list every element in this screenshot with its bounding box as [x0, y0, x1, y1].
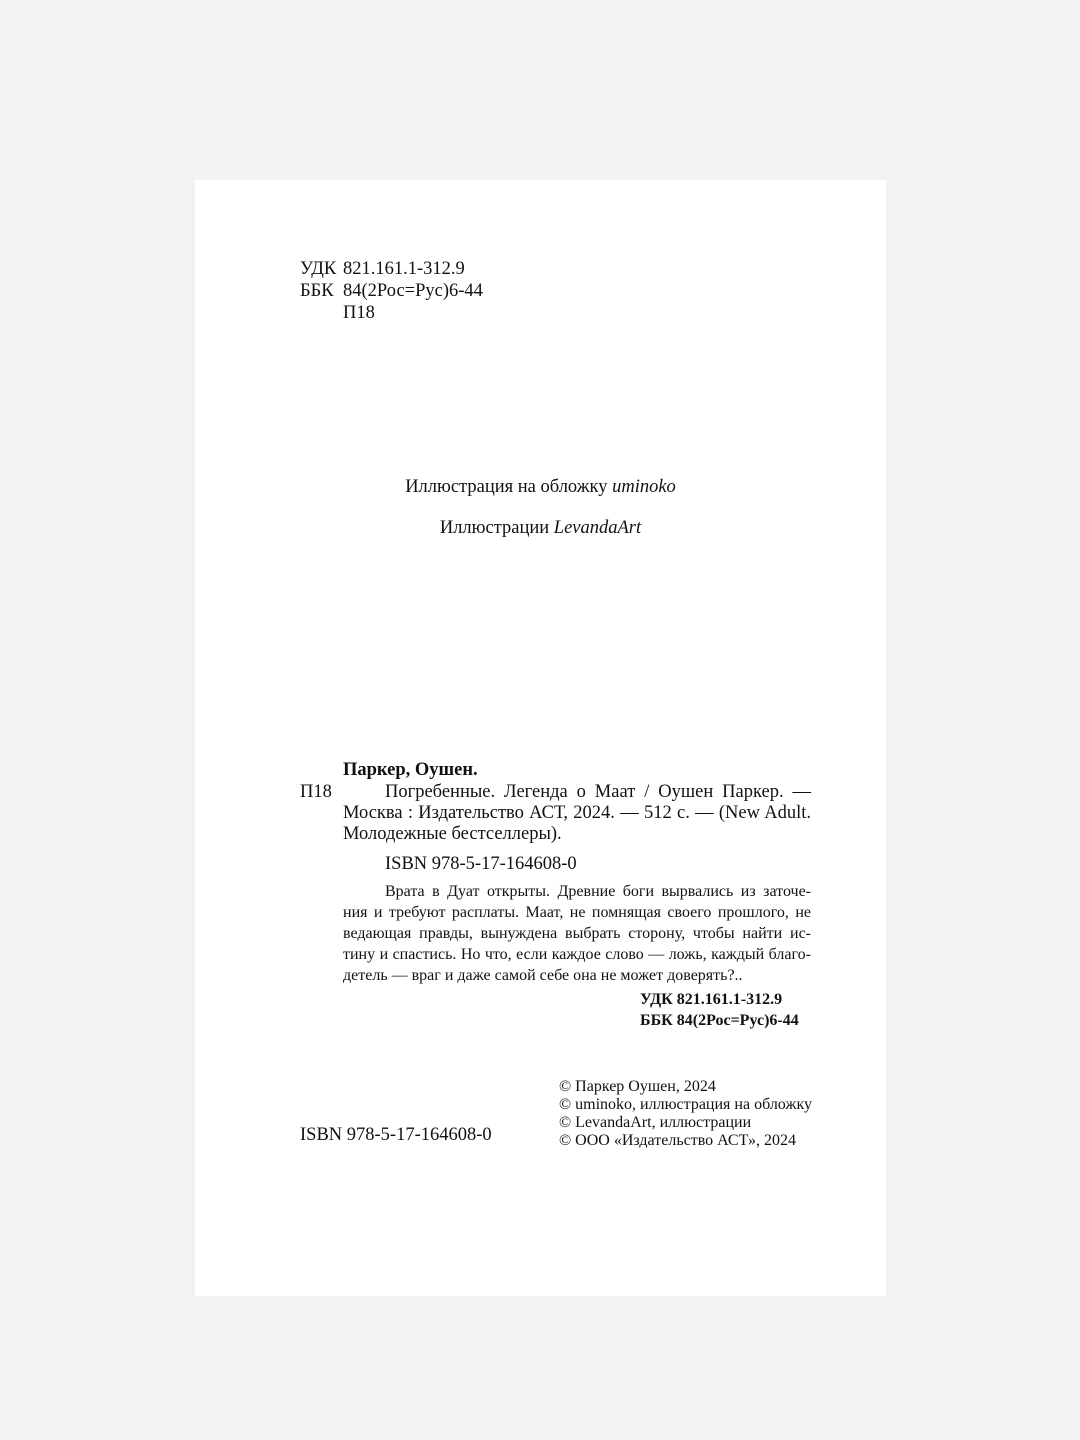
- description-line-2: Москва : Издательство АСТ, 2024. — 512 с. — (New Adult.: [343, 803, 811, 823]
- author-sign-top: [343, 302, 375, 324]
- author-sign-value: П18: [343, 303, 375, 323]
- annotation-line-3: ведающая правды, вынуждена выбрать сторону, чтобы найти ис-: [343, 925, 811, 942]
- cover-credit: [195, 476, 886, 498]
- illustrations-artist: LevandaArt: [553, 518, 642, 538]
- copyright-4: © ООО «Издательство АСТ», 2024: [559, 1132, 796, 1149]
- cover-credit-prefix: Иллюстрация на обложку: [405, 477, 613, 497]
- annotation-line-5: детель — враг и даже самой себе она не может доверять?..: [343, 967, 743, 984]
- annotation-line-4: тину и спастись. Но что, если каждое слово — ложь, каждый благо-: [343, 946, 811, 963]
- isbn-bib: ISBN 978-5-17-164608-0: [385, 854, 577, 874]
- bbk-label: ББК: [300, 281, 334, 301]
- isbn-footer: ISBN 978-5-17-164608-0: [300, 1125, 492, 1145]
- udk-label: УДК: [300, 259, 337, 279]
- cover-artist: uminoko: [612, 477, 676, 497]
- bbk-top: [300, 280, 483, 302]
- illustrations-credit-prefix: Иллюстрации: [439, 518, 554, 538]
- annotation-line-2: ния и требуют расплаты. Маат, не помнящая своего прошлого, не: [343, 904, 811, 921]
- bbk-value: 84(2Рос=Рус)6-44: [343, 281, 483, 301]
- illustrations-credit: [195, 517, 886, 539]
- imprint-page: [195, 180, 886, 1296]
- description-line-3: Молодежные бестселлеры).: [343, 824, 562, 844]
- annotation-line-1: Врата в Дуат открыты. Древние боги вырвались из заточе-: [385, 883, 811, 900]
- description-line-1: Погребенные. Легенда о Маат / Оушен Паркер. —: [385, 782, 811, 802]
- udk-bottom: УДК 821.161.1-312.9: [640, 991, 783, 1008]
- copyright-3: © LevandaArt, иллюстрации: [559, 1114, 752, 1131]
- udk-top: [300, 258, 465, 280]
- udk-value: 821.161.1-312.9: [343, 259, 465, 279]
- author-heading: Паркер, Оушен.: [343, 760, 478, 780]
- copyright-2: © uminoko, иллюстрация на обложку: [559, 1096, 812, 1113]
- copyright-1: © Паркер Оушен, 2024: [559, 1078, 716, 1095]
- author-sign-bib: П18: [300, 782, 332, 802]
- bbk-bottom: ББК 84(2Рос=Рус)6-44: [640, 1012, 799, 1029]
